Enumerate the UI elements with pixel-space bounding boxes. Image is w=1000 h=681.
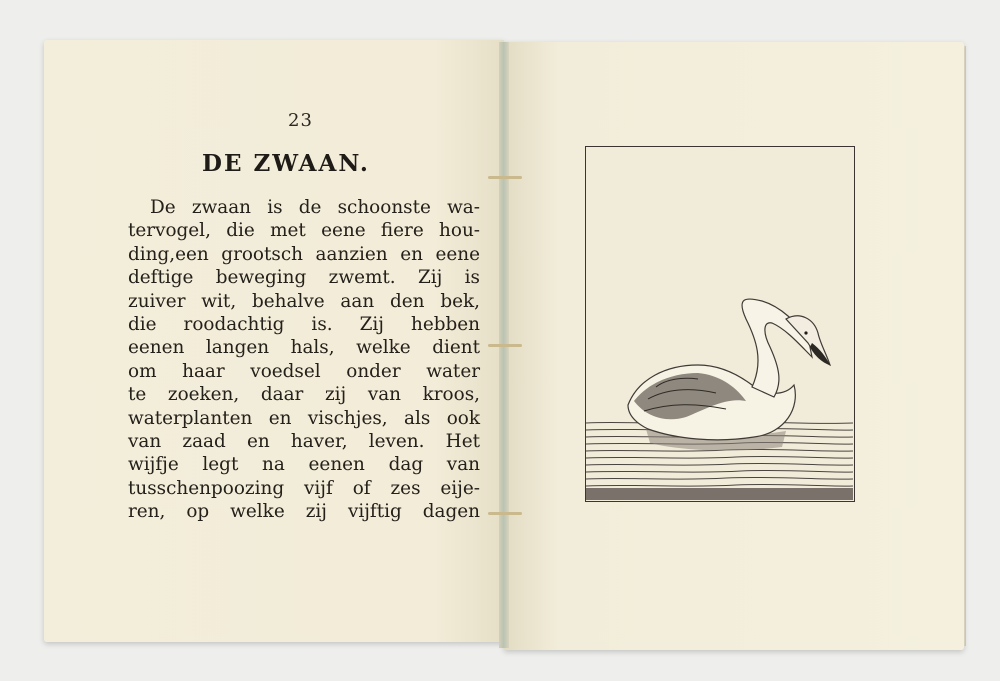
text-line: waterplanten en vischjes, als ook	[128, 407, 480, 429]
text-line: ren, op welke zij vijftig dagen	[128, 501, 480, 523]
text-line: tervogel, die met eene fiere hou-	[128, 220, 480, 242]
binding-stitch	[488, 344, 522, 347]
swan-engraving	[586, 147, 853, 500]
water-dark-band	[586, 488, 853, 500]
swan-illustration	[585, 146, 855, 502]
swan-neck	[742, 299, 812, 397]
swan-eye	[804, 331, 807, 334]
text-line: eenen langen hals, welke dient	[128, 337, 480, 359]
binding-stitch	[488, 176, 522, 179]
text-line: wijfje legt na eenen dag van	[128, 454, 480, 476]
body-text	[128, 196, 480, 524]
text-line: die roodachtig is. Zij hebben	[128, 314, 480, 336]
text-line: om haar voedsel onder water	[128, 360, 480, 382]
text-line: ding,een grootsch aanzien en eene	[128, 243, 480, 265]
text-line: zuiver wit, behalve aan den bek,	[128, 290, 480, 312]
chapter-title: DE ZWAAN.	[202, 150, 370, 177]
text-line: De zwaan is de schoonste wa-	[150, 197, 480, 218]
text-line: tusschenpoozing vijf of zes eije-	[128, 477, 480, 499]
text-line: deftige beweging zwemt. Zij is	[128, 267, 480, 289]
text-line: te zoeken, daar zij van kroos,	[128, 384, 480, 406]
text-line: van zaad en haver, leven. Het	[128, 431, 480, 453]
page-number: 23	[288, 110, 313, 131]
binding-stitch	[488, 512, 522, 515]
